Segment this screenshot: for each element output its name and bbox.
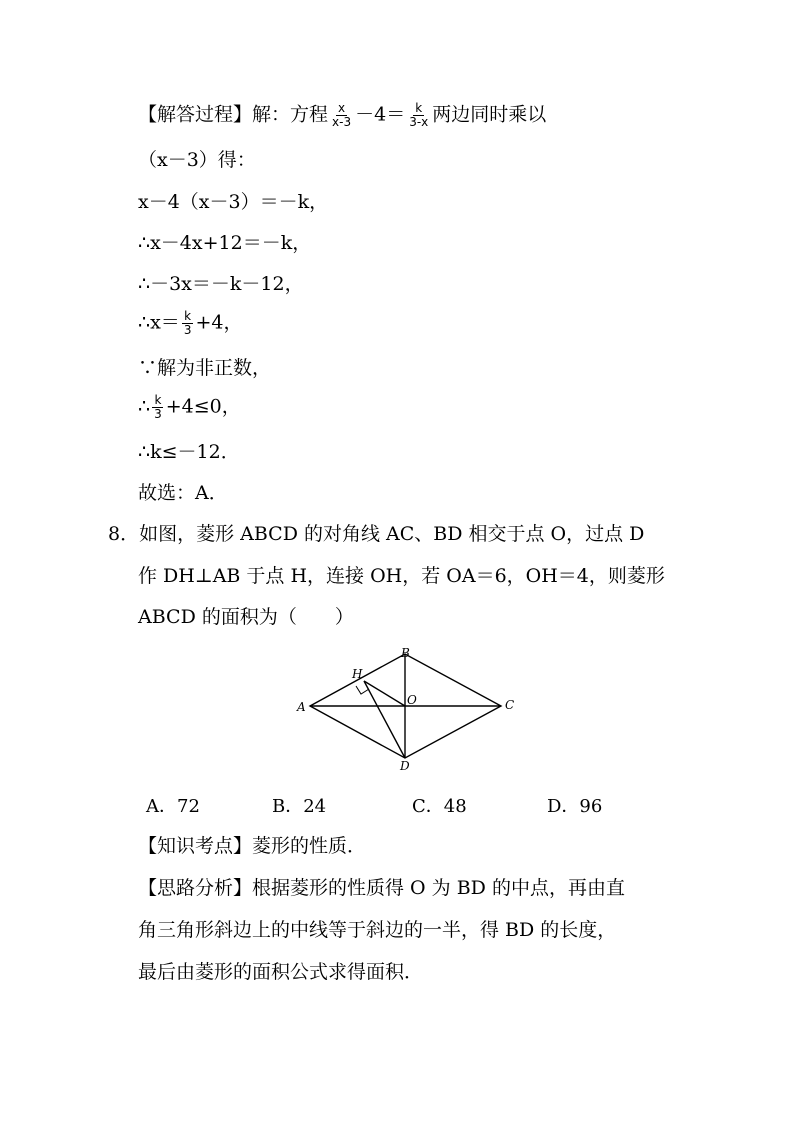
analysis-line-1: 【思路分析】根据菱形的性质得 O 为 BD 的中点，再由直 — [138, 877, 625, 899]
solution-label: 【解答过程】 — [138, 103, 253, 126]
analysis-line-3: 最后由菱形的面积公式求得面积． — [138, 961, 424, 983]
question-number: 8． — [108, 523, 140, 545]
label-o: O — [407, 693, 417, 707]
solution-intro: 解：方程 — [252, 103, 329, 126]
label-b: B — [401, 646, 410, 660]
solution-line-8: ∴ $\frac{k}{3}$ +4≤0， — [138, 393, 241, 421]
rhombus-figure — [292, 640, 522, 774]
solution-line-6: ∴x＝ $\frac{k}{3}$ +4， — [138, 309, 243, 337]
solution-line-5: ∴－3x＝－k－12， — [138, 273, 304, 295]
fraction-k-over-3-x: $\frac{k}{3-x}$ — [409, 101, 429, 129]
choice-d: D．96 — [547, 796, 603, 817]
fraction-k-over-3-b: $\frac{k}{3}$ — [154, 393, 162, 421]
label-a: A — [297, 700, 306, 714]
knowledge-line — [138, 834, 366, 858]
analysis-line-2: 角三角形斜边上的中线等于斜边的一半，得 BD 的长度， — [138, 919, 617, 941]
label-d: D — [400, 759, 410, 773]
solution-line-3: x－4（x－3）＝－k， — [138, 191, 329, 213]
answer-choices — [146, 792, 666, 816]
fraction-k-over-3: $\frac{k}{3}$ — [183, 309, 192, 337]
knowledge-text: 菱形的性质． — [252, 835, 367, 857]
label-h: H — [352, 667, 363, 681]
label-c: C — [505, 698, 515, 712]
solution-line-9: ∴k≤－12． — [138, 441, 240, 463]
choice-b: B．24 — [272, 796, 327, 817]
question-line-1: 8．如图，菱形 ABCD 的对角线 AC、BD 相交于点 O，过点 D — [108, 523, 645, 545]
knowledge-label: 【知识考点】 — [138, 835, 253, 857]
choice-a: A．72 — [146, 796, 200, 817]
fraction-x-over-x-3: $\frac{x}{x-3}$ — [332, 101, 352, 129]
solution-line-7: ∵解为非正数， — [138, 357, 272, 379]
answer-line: 故选：A． — [138, 482, 228, 504]
solution-line-2: （x－3）得： — [138, 149, 256, 171]
choice-c: C．48 — [412, 796, 467, 817]
analysis-label: 【思路分析】 — [138, 877, 253, 899]
question-line-2: 作 DH⊥AB 于点 H，连接 OH，若 OA＝6，OH＝4，则菱形 — [138, 565, 665, 587]
question-line-3: ABCD 的面积为（ ） — [138, 606, 354, 628]
solution-line-4: ∴x－4x+12＝－k， — [138, 232, 312, 254]
solution-line-1: 【解答过程】解：方程 $\frac{x}{x-3}$ －4＝ $\frac{k}{3-x}$ 两边同时乘以 — [138, 101, 547, 129]
